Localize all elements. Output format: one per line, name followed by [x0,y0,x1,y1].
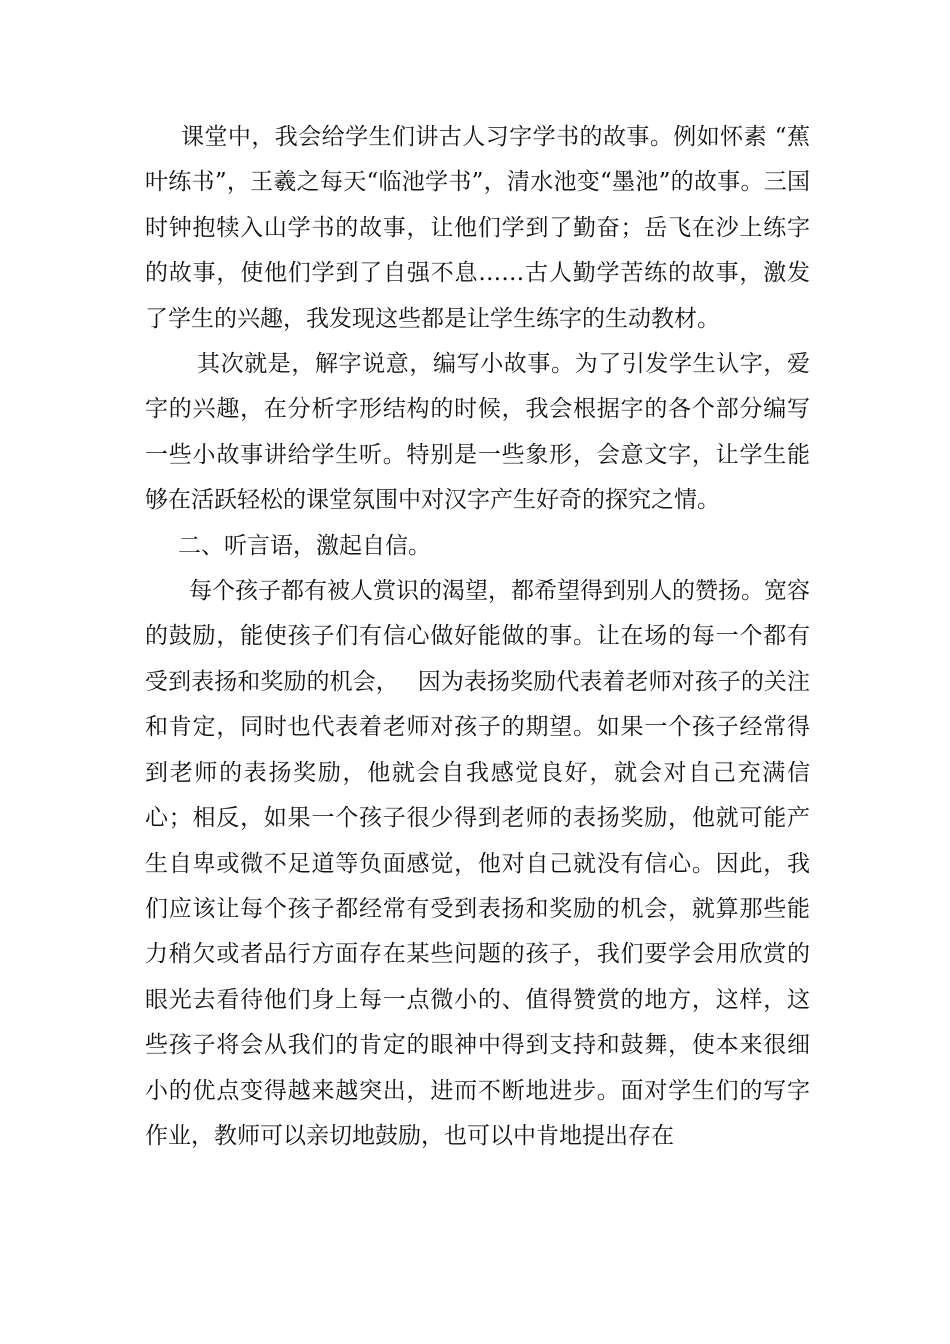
paragraph-character-stories: 其次就是，解字说意，编写小故事。为了引发学生认字，爱字的兴趣，在分析字形结构的时候，我会根据字的各个部分编写一些小故事讲给学生听。特别是一些象形，会意文字，让学生能够在活跃轻松的课堂氛围中对汉字产生好奇的探究之情。 [145,351,810,514]
document-body [145,115,810,1159]
section-heading-confidence: 二、听言语，激起自信。 [178,532,431,559]
paragraph-praise-encouragement: 每个孩子都有被人赏识的渴望，都希望得到别人的赞扬。宽容的鼓励，能使孩子们有信心做好能做的事。让在场的每一个都有受到表扬和奖励的机会， 因为表扬奖励代表着老师对孩子的关注和肯定，同时也代表着老师对孩子的期望。如果一个孩子经常得到老师的表扬奖励，他就会自我感觉良好，就会对自己充满信心；相反，如果一个孩子很少得到老师的表扬奖励，他就可能产生自卑或微不足道等负面感觉，他对自己就没有信心。因此，我们应该让每个孩子都经常有受到表扬和奖励的机会，就算那些能力稍欠或者品行方面存在某些问题的孩子，我们要学会用欣赏的眼光去看待他们身上每一点微小的、值得赞赏的地方，这样，这些孩子将会从我们的肯定的眼神中得到支持和鼓舞，使本来很细小的优点变得越来越突出，进而不断地进步。面对学生们的写字作业，教师可以亲切地鼓励，也可以中肯地提出存在 [145,578,810,1149]
paragraph-calligraphy-stories: 课堂中，我会给学生们讲古人习字学书的故事。例如怀素 “蕉叶练书”，王羲之每天“临池学书”，清水池变“墨池”的故事。三国时钟抱犊入山学书的故事，让他们学到了勤奋；岳飞在沙上练字的故事，使他们学到了自强不息……古人勤学苦练的故事，激发了学生的兴趣，我发现这些都是让学生练字的生动教材。 [145,124,810,332]
